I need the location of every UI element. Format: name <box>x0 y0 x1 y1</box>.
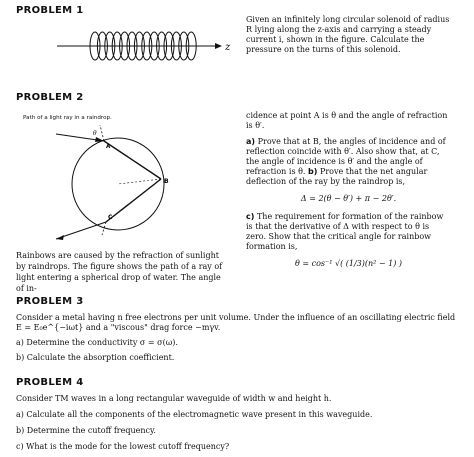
problem4-part-b: b) Determine the cutoff frequency. <box>16 426 156 435</box>
reflected-ray-bc <box>106 179 161 222</box>
normal-at-a <box>100 125 104 141</box>
problem2-part-a: a) Prove that at B, the angles of incidence and of reflection coincide with θ′. Also show that, at C, the angle of incidence is θ′ and the angle of refraction is θ. b) Prove that the net angular deflection of the ray by the raindrop is, <box>246 137 446 186</box>
problem2-part-c: c) The requirement for formation of the rainbow is that the derivative of Δ with respect to θ is zero. Show that the critical angle for rainbow formation is, <box>246 212 444 251</box>
solenoid-figure <box>55 22 235 68</box>
problem3-intro-1: Consider a metal having n free electrons per unit volume. Under the influence of an oscillating electric field <box>16 313 456 322</box>
problem1-text: Given an infinitely long circular solenoid of radius R lying along the z-axis and carrying a steady current i, shown in the figure. Calculate the pressure on the turns of this solenoid. <box>246 15 450 54</box>
problem4-heading: PROBLEM 4 <box>16 377 84 388</box>
equation-delta: Δ = 2(θ − θ′) + π − 2θ′. <box>300 194 397 203</box>
problem3-intro-2: E = E₀e^{−iωt} and a "viscous" drag force −mγv. <box>16 323 221 332</box>
raindrop-figure <box>16 122 206 254</box>
z-axis-arrowhead <box>215 43 222 49</box>
point-a-label: A <box>106 144 111 150</box>
problem3-body <box>16 313 466 363</box>
raindrop-figure-caption: Path of a light ray in a raindrop. <box>23 115 112 121</box>
problem4-intro: Consider TM waves in a long rectangular waveguide of width w and height h. <box>16 394 332 403</box>
theta-label: θ <box>93 130 97 137</box>
refracted-ray-ab <box>104 141 161 179</box>
point-b-label: B <box>164 178 169 185</box>
problem2-heading: PROBLEM 2 <box>16 92 84 103</box>
problem1-heading: PROBLEM 1 <box>16 5 84 16</box>
problem2-incidence-text: cidence at point A is θ and the angle of refraction is θ′. <box>246 111 448 130</box>
problem4-part-c: c) What is the mode for the lowest cutoff frequency? <box>16 442 230 451</box>
problem2-left-text: Rainbows are caused by the refraction of sunlight by raindrops. The figure shows the path of a ray of light entering a spherical drop of water. The angle of in- <box>16 251 223 293</box>
problem3-heading: PROBLEM 3 <box>16 296 84 307</box>
problem3-part-b: b) Calculate the absorption coefficient. <box>16 353 175 362</box>
problem2-right-text <box>246 111 451 269</box>
equation-theta: θ = cos⁻¹ √( (1/3)(n² − 1) ) <box>294 259 402 268</box>
problem3-part-a: a) Determine the conductivity σ = σ(ω). <box>16 338 178 347</box>
problem4-part-a: a) Calculate all the components of the electromagnetic wave present in this waveguide. <box>16 410 373 419</box>
z-axis-label: z <box>225 42 231 53</box>
problem4-body <box>16 394 466 452</box>
point-c-label: C <box>108 214 113 221</box>
